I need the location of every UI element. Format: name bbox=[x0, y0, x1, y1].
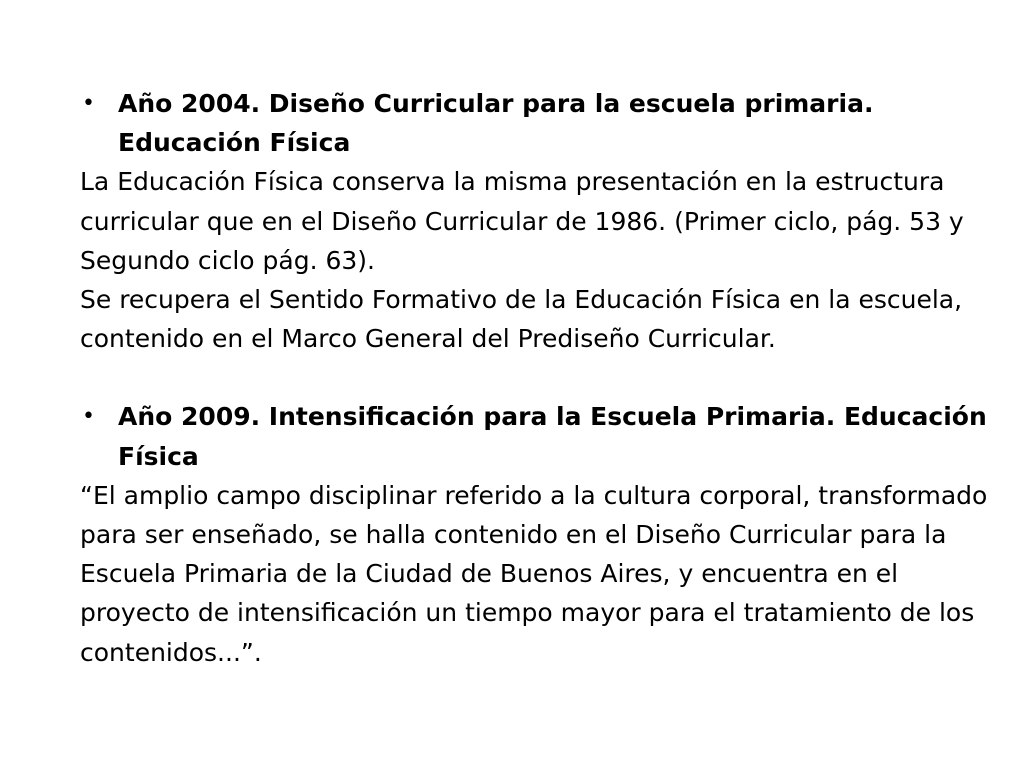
section-2004 bbox=[80, 84, 990, 358]
section-body: “El amplio campo disciplinar referido a la cultura corporal, transformado para ser enseñado, se halla contenido en el Diseño Curricular para la Escuela Primaria de la Ciudad de Buenos Aires, y encuentra en el proyecto de intensificación un tiempo mayor para el tratamiento de los contenidos...”. bbox=[80, 480, 988, 667]
heading-text: Año 2004. Diseño Curricular para la escuela primaria. Educación Física bbox=[118, 89, 874, 158]
section-2009 bbox=[80, 397, 990, 671]
slide-content bbox=[80, 84, 990, 672]
bullet-heading bbox=[80, 84, 990, 162]
bullet-icon: • bbox=[82, 91, 95, 116]
heading-text: Año 2009. Intensificación para la Escuela Primaria. Educación Física bbox=[118, 402, 987, 471]
bullet-icon: • bbox=[82, 404, 95, 430]
section-body: La Educación Física conserva la misma presentación en la estructura curricular que en el Diseño Curricular de 1986. (Primer ciclo, pág. 53 y Segundo ciclo pág. 63). Se recupera el Sentido Formativo de la Educación Física en la escuela, contenido en el Marco General del Prediseño Curricular. bbox=[80, 167, 964, 354]
bullet-heading bbox=[80, 397, 990, 475]
